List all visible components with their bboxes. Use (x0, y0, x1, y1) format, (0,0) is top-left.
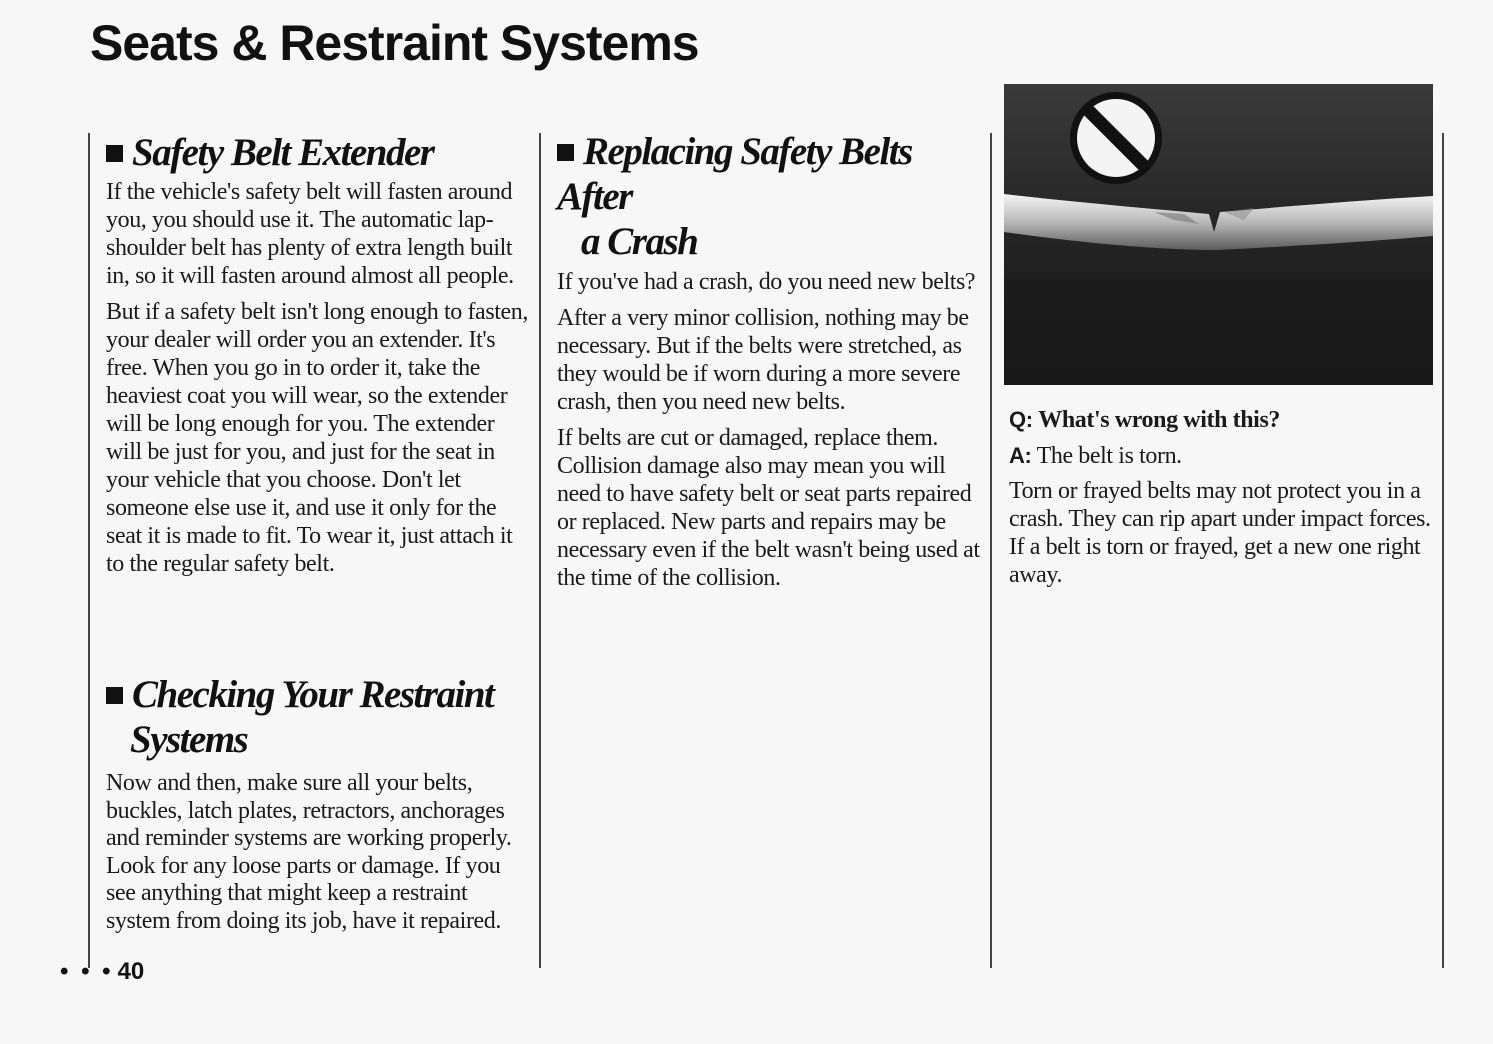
column-rule-left (88, 133, 90, 968)
page-title: Seats & Restraint Systems (90, 15, 699, 71)
torn-belt-photo (1004, 84, 1433, 385)
section-photo-caption (1009, 405, 1434, 589)
paragraph: Torn or frayed belts may not protect you in a crash. They can rip apart under impact forces. If a belt is torn or frayed, get a new one right away. (1009, 478, 1431, 588)
page-number-value: 40 (117, 958, 145, 985)
prohibited-icon (1066, 88, 1166, 188)
section-checking-restraint-systems (106, 672, 531, 935)
paragraph: If the vehicle's safety belt will fasten around you, you should use it. The automatic lap-shoulder belt has plenty of extra length built in, so it will fasten around almost all people. (106, 179, 514, 289)
paragraph: If belts are cut or damaged, replace them. Collision damage also may mean you will need to have safety belt or seat parts repaired or replaced. New parts and repairs may be necessary even if the belt wasn't being used at the time of the collision. (557, 425, 980, 591)
question-label: Q: (1009, 407, 1033, 432)
section-replacing-safety-belts (557, 129, 982, 592)
paragraph: But if a safety belt isn't long enough to fasten, your dealer will order you an extender. It's free. When you go in to order it, take the heaviest coat you will wear, so the extender will be long enough for you. The extender will be just for you, and just for the seat in your vehicle that you choose. Don't let someone else use it, and use it only for the seat it is made to fit. To wear it, just attach it to the regular safety belt. (106, 299, 528, 577)
paragraph: Now and then, make sure all your belts, buckles, latch plates, retractors, anchorages and reminder systems are working properly. Look for any loose parts or damage. If you see anything that might keep a restraint system from doing its job, have it repaired. (106, 770, 512, 934)
section-safety-belt-extender (106, 130, 531, 578)
column-rule-right (1442, 133, 1444, 968)
square-bullet-icon (106, 145, 123, 162)
section-heading: Checking Your Restraint Systems (106, 672, 531, 762)
answer-text: The belt is torn. (1036, 443, 1182, 469)
column-rule-middle-left (539, 133, 541, 968)
answer-line (1009, 441, 1434, 471)
section-heading: Safety Belt Extender (106, 130, 531, 175)
question-text: What's wrong with this? (1038, 407, 1280, 433)
question-line (1009, 405, 1434, 435)
column-rule-middle-right (990, 133, 992, 968)
paragraph: After a very minor collision, nothing may be necessary. But if the belts were stretched, as they would be if worn during a more severe crash, then you need new belts. (557, 305, 969, 415)
page-number (60, 958, 144, 986)
section-heading: Replacing Safety Belts After a Crash (557, 130, 912, 263)
square-bullet-icon (557, 144, 574, 161)
square-bullet-icon (106, 687, 123, 704)
answer-label: A: (1009, 443, 1032, 468)
paragraph: If you've had a crash, do you need new belts? (557, 269, 976, 295)
page-number-dots: • • • (60, 958, 114, 985)
